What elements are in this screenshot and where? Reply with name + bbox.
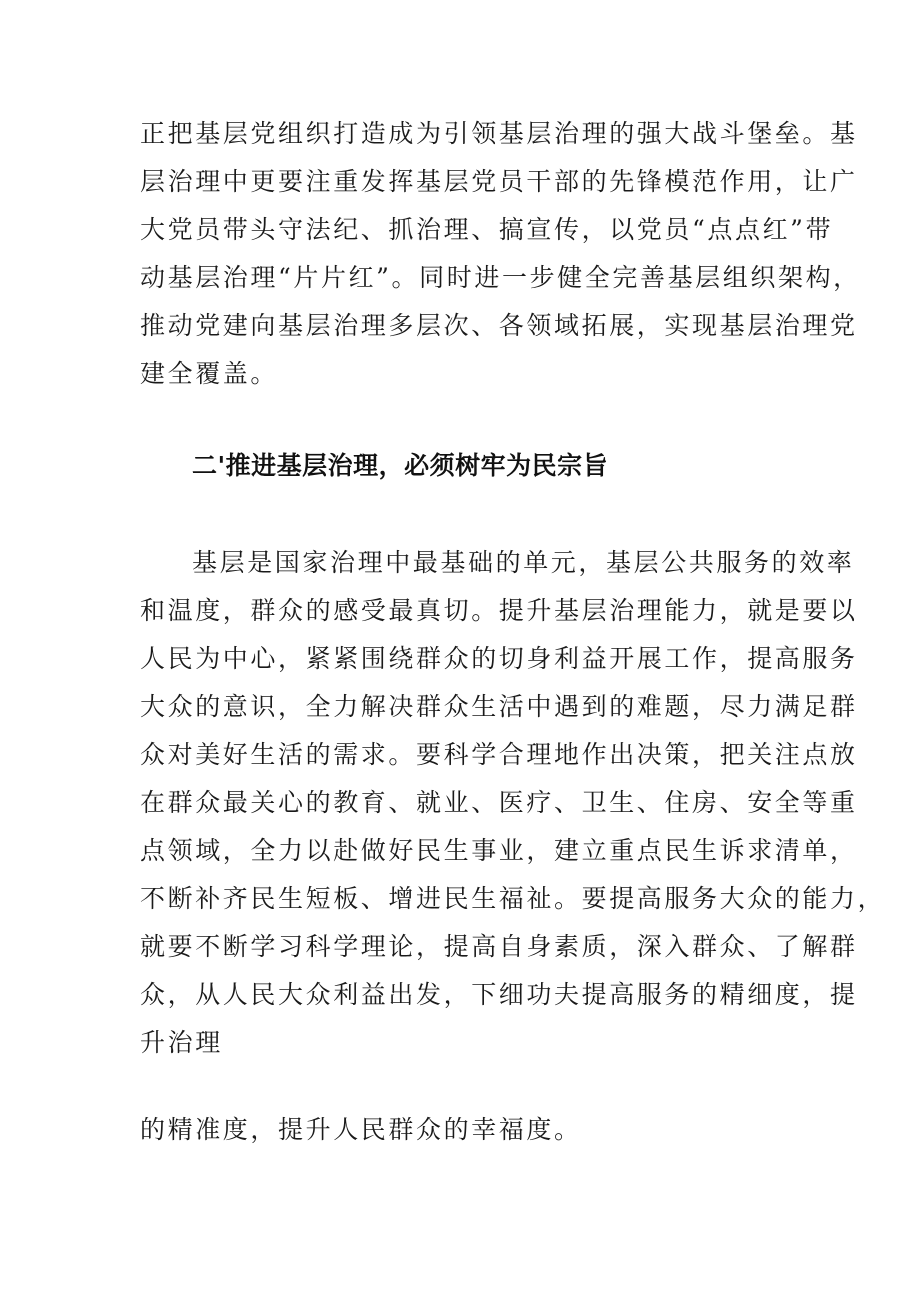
text-line: 基层是国家治理中最基础的单元，基层公共服务的效率 [192, 548, 855, 577]
text-line: 大众的意识，全力解决群众生活中遇到的难题，尽力满足群 [140, 692, 858, 721]
text-line: 动基层治理“片片红”。同时进一步健全完善基层组织架构， [140, 263, 861, 292]
text-line: 不断补齐民生短板、增进民生福祉。要提高服务大众的能力， [140, 884, 886, 913]
section-heading: 二'推进基层治理，必须树牢为民宗旨 [192, 451, 609, 480]
text-line: 人民为中心，紧紧围绕群众的切身利益开展工作，提高服务 [140, 644, 858, 673]
text-line: 点领域，全力以赴做好民生事业，建立重点民生诉求清单， [140, 836, 858, 865]
text-line: 的精准度，提升人民群众的幸福度。 [140, 1115, 582, 1144]
text-line: 众，从人民大众利益出发，下细功夫提高服务的精细度，提 [140, 980, 858, 1009]
text-line: 众对美好生活的需求。要科学合理地作出决策，把关注点放 [140, 740, 858, 769]
text-line: 大党员带头守法纪、抓治理、搞宣传，以党员“点点红”带 [140, 215, 834, 244]
text-line: 升治理 [140, 1028, 223, 1057]
text-line: 建全覆盖。 [140, 359, 279, 388]
text-line: 就要不断学习科学理论，提高自身素质，深入群众、了解群 [140, 932, 858, 961]
text-line: 和温度，群众的感受最真切。提升基层治理能力，就是要以 [140, 596, 858, 625]
text-line: 在群众最关心的教育、就业、医疗、卫生、住房、安全等重 [140, 788, 858, 817]
text-line: 正把基层党组织打造成为引领基层治理的强大战斗堡垒。基 [140, 119, 858, 148]
text-line: 推动党建向基层治理多层次、各领域拓展，实现基层治理党 [140, 311, 858, 340]
text-line: 层治理中更要注重发挥基层党员干部的先锋模范作用，让广 [140, 167, 858, 196]
